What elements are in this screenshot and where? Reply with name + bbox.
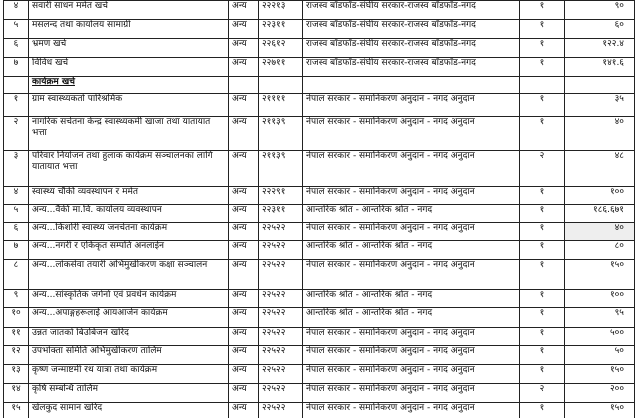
cell-code: २२३११ <box>259 205 303 223</box>
cell-qty: २ <box>520 384 565 403</box>
cell-source: नेपाल सरकार - समानिकरण अनुदान - नगद अनुदान <box>303 94 520 117</box>
cell-type: अन्य <box>229 1 259 20</box>
cell-source: राजस्व बाँडफाँड-संघीय सरकार-राजस्व बाँडफाँड-नगद <box>303 20 520 39</box>
cell-source: आन्तरिक श्रोत - आन्तरिक श्रोत - नगद <box>303 241 520 260</box>
cell-type: अन्य <box>229 308 259 328</box>
cell-qty: १ <box>520 117 565 151</box>
cell-type: अन्य <box>229 39 259 58</box>
cell-title: नागरिक सचेतना केन्द्र स्वास्थ्यकर्मी खाजा तथा यातायात भत्ता <box>29 117 229 151</box>
table-row <box>4 260 635 290</box>
cell-title: मसलन्द तथा कार्यालय सामाग्री <box>29 20 229 39</box>
cell-title: अन्य...किशोरी स्वास्थ्य जनचेतना कार्यक्रम <box>29 223 229 241</box>
cell-code: २२५२२ <box>259 384 303 403</box>
cell-source: आन्तरिक श्रोत - आन्तरिक श्रोत - नगद <box>303 308 520 328</box>
cell-title: कृष्ण जन्माष्टमी रथ यात्रा तथा कार्यक्रम <box>29 365 229 384</box>
cell-qty: १ <box>520 58 565 77</box>
table-row <box>4 403 635 418</box>
cell-amount: ९० <box>565 1 635 20</box>
cell-sn: १० <box>4 308 29 328</box>
table-row <box>4 384 635 403</box>
table-row <box>4 290 635 308</box>
cell-sn: ५ <box>4 205 29 223</box>
cell-sn: ७ <box>4 58 29 77</box>
table-row <box>4 346 635 365</box>
cell-qty: १ <box>520 308 565 328</box>
cell-source: नेपाल सरकार - समानिकरण अनुदान - नगद अनुदान <box>303 403 520 418</box>
cell-source: नेपाल सरकार - समानिकरण अनुदान - नगद अनुदान <box>303 384 520 403</box>
cell-qty: २ <box>520 151 565 187</box>
section-header-row <box>4 77 635 94</box>
cell-amount: ९५ <box>565 308 635 328</box>
cell-source: नेपाल सरकार - समानिकरण अनुदान - नगद अनुदान <box>303 346 520 365</box>
cell-sn: १४ <box>4 384 29 403</box>
cell-amount: ४० <box>565 223 635 241</box>
table-row <box>4 308 635 328</box>
cell-amount: १५० <box>565 365 635 384</box>
cell-sn: १ <box>4 94 29 117</box>
cell-title: उपभोक्ता समिति अभिमुखीकरण तालिम <box>29 346 229 365</box>
cell-type: अन्य <box>229 223 259 241</box>
cell-type: अन्य <box>229 260 259 290</box>
cell-qty: १ <box>520 403 565 418</box>
table-row <box>4 205 635 223</box>
cell-sn: ४ <box>4 187 29 205</box>
table-row <box>4 39 635 58</box>
empty-cell <box>4 77 29 94</box>
cell-title: परिवार नियोजन तथा हुलाक कार्यक्रम सञ्चालनका लागि यातायात भत्ता <box>29 151 229 187</box>
cell-code: २२५२२ <box>259 241 303 260</box>
cell-source: नेपाल सरकार - समानिकरण अनुदान - नगद अनुदान <box>303 260 520 290</box>
cell-source: नेपाल सरकार - समानिकरण अनुदान - नगद अनुदान <box>303 117 520 151</box>
table-row <box>4 223 635 241</box>
cell-type: अन्य <box>229 117 259 151</box>
cell-amount: ६० <box>565 20 635 39</box>
budget-table <box>3 0 635 418</box>
cell-source: आन्तरिक श्रोत - आन्तरिक श्रोत - नगद <box>303 290 520 308</box>
cell-title: अन्य...अपाङ्गहरूलाई आयआर्जन कार्यक्रम <box>29 308 229 328</box>
table-row <box>4 241 635 260</box>
cell-title: स्वास्थ्य चौकी व्यवस्थापन र मर्मत <box>29 187 229 205</box>
cell-qty: १ <box>520 39 565 58</box>
cell-code: २२५२२ <box>259 403 303 418</box>
cell-sn: २ <box>4 117 29 151</box>
cell-amount: १०० <box>565 187 635 205</box>
cell-source: नेपाल सरकार - समानिकरण अनुदान - नगद अनुदान <box>303 365 520 384</box>
cell-amount: २०० <box>565 384 635 403</box>
cell-sn: ५ <box>4 20 29 39</box>
table-row <box>4 328 635 346</box>
cell-title: कृषि सम्बन्धि तालिम <box>29 384 229 403</box>
cell-sn: ७ <box>4 241 29 260</box>
cell-sn: ६ <box>4 39 29 58</box>
cell-title: अन्य...सांस्कृतिक जगेर्ना एवं प्रवर्धन कार्यक्रम <box>29 290 229 308</box>
cell-source: राजस्व बाँडफाँड-संघीय सरकार-राजस्व बाँडफाँड-नगद <box>303 1 520 20</box>
cell-source: नेपाल सरकार - समानिकरण अनुदान - नगद अनुदान <box>303 187 520 205</box>
table-row <box>4 117 635 151</box>
cell-type: अन्य <box>229 151 259 187</box>
cell-amount: ४८ <box>565 151 635 187</box>
cell-type: अन्य <box>229 187 259 205</box>
cell-amount: ८० <box>565 241 635 260</box>
cell-title: अन्य...वैकी मा.वि. कार्यालय व्यवस्थापन <box>29 205 229 223</box>
cell-type: अन्य <box>229 328 259 346</box>
cell-type: अन्य <box>229 58 259 77</box>
cell-title: अन्य...नगरी र एकिकृत सम्पति अनलाईन <box>29 241 229 260</box>
cell-type: अन्य <box>229 384 259 403</box>
table-row <box>4 151 635 187</box>
cell-amount: ५०० <box>565 328 635 346</box>
table-row <box>4 94 635 117</box>
cell-amount: १५० <box>565 403 635 418</box>
cell-amount: १२२.४ <box>565 39 635 58</box>
cell-qty: १ <box>520 290 565 308</box>
cell-code: २२२९१ <box>259 187 303 205</box>
cell-code: २२३११ <box>259 20 303 39</box>
cell-title: विविध खर्च <box>29 58 229 77</box>
cell-qty: १ <box>520 328 565 346</box>
cell-qty: १ <box>520 94 565 117</box>
cell-code: २२६१२ <box>259 39 303 58</box>
cell-type: अन्य <box>229 205 259 223</box>
cell-sn: ४ <box>4 1 29 20</box>
cell-amount: १५० <box>565 260 635 290</box>
cell-code: २२२१३ <box>259 1 303 20</box>
cell-type: अन्य <box>229 346 259 365</box>
empty-cell <box>303 77 520 94</box>
cell-type: अन्य <box>229 365 259 384</box>
cell-sn: ३ <box>4 151 29 187</box>
cell-sn: १३ <box>4 365 29 384</box>
cell-title: अन्य...लोकसेवा तयारी अभिमुखीकरण कक्षा सञ्चालन <box>29 260 229 290</box>
cell-amount: १४१.६ <box>565 58 635 77</box>
table-row <box>4 365 635 384</box>
cell-sn: १२ <box>4 346 29 365</box>
cell-qty: १ <box>520 1 565 20</box>
table-row <box>4 187 635 205</box>
cell-code: २२५२२ <box>259 290 303 308</box>
cell-sn: १५ <box>4 403 29 418</box>
cell-title: सवारी साधन मर्मत खर्च <box>29 1 229 20</box>
cell-qty: १ <box>520 346 565 365</box>
empty-cell <box>565 77 635 94</box>
cell-type: अन्य <box>229 94 259 117</box>
cell-code: २२५२२ <box>259 365 303 384</box>
cell-amount: ५० <box>565 346 635 365</box>
cell-type: अन्य <box>229 403 259 418</box>
cell-type: अन्य <box>229 290 259 308</box>
cell-code: २२५२२ <box>259 223 303 241</box>
cell-source: राजस्व बाँडफाँड-संघीय सरकार-राजस्व बाँडफाँड-नगद <box>303 39 520 58</box>
cell-title: ग्राम स्वास्थ्यकर्ता पारिश्रमिक <box>29 94 229 117</box>
cell-code: २२५२२ <box>259 328 303 346</box>
cell-type: अन्य <box>229 241 259 260</box>
cell-amount: ३५ <box>565 94 635 117</box>
empty-cell <box>229 77 259 94</box>
cell-sn: ९ <box>4 290 29 308</box>
cell-source: राजस्व बाँडफाँड-संघीय सरकार-राजस्व बाँडफाँड-नगद <box>303 58 520 77</box>
table-row <box>4 1 635 20</box>
cell-amount: १०० <box>565 290 635 308</box>
cell-code: २२५२२ <box>259 260 303 290</box>
cell-code: २११३९ <box>259 151 303 187</box>
cell-qty: १ <box>520 260 565 290</box>
cell-qty: १ <box>520 365 565 384</box>
cell-qty: १ <box>520 187 565 205</box>
cell-source: नेपाल सरकार - समानिकरण अनुदान - नगद अनुदान <box>303 328 520 346</box>
empty-cell <box>520 77 565 94</box>
cell-code: २२५२२ <box>259 346 303 365</box>
cell-sn: ८ <box>4 260 29 290</box>
table-row <box>4 20 635 39</box>
cell-code: २११३९ <box>259 117 303 151</box>
section-title: कार्यक्रम खर्च <box>29 77 229 94</box>
cell-type: अन्य <box>229 20 259 39</box>
cell-source: आन्तरिक श्रोत - आन्तरिक श्रोत - नगद <box>303 205 520 223</box>
cell-amount: १८६.६७१ <box>565 205 635 223</box>
cell-sn: ६ <box>4 223 29 241</box>
cell-code: २२५२२ <box>259 308 303 328</box>
cell-qty: १ <box>520 205 565 223</box>
cell-source: नेपाल सरकार - समानिकरण अनुदान - नगद अनुदान <box>303 151 520 187</box>
cell-qty: १ <box>520 241 565 260</box>
cell-sn: ११ <box>4 328 29 346</box>
cell-amount: ४० <box>565 117 635 151</box>
cell-qty: १ <box>520 20 565 39</box>
cell-title: उन्नत जातको बिउबिजन खरिद <box>29 328 229 346</box>
table-row <box>4 58 635 77</box>
cell-code: २११११ <box>259 94 303 117</box>
cell-source: नेपाल सरकार - समानिकरण अनुदान - नगद अनुदान <box>303 223 520 241</box>
cell-title: खेलकुद सामान खरिद <box>29 403 229 418</box>
cell-qty: १ <box>520 223 565 241</box>
cell-title: भ्रमण खर्च <box>29 39 229 58</box>
empty-cell <box>259 77 303 94</box>
cell-code: २२७११ <box>259 58 303 77</box>
